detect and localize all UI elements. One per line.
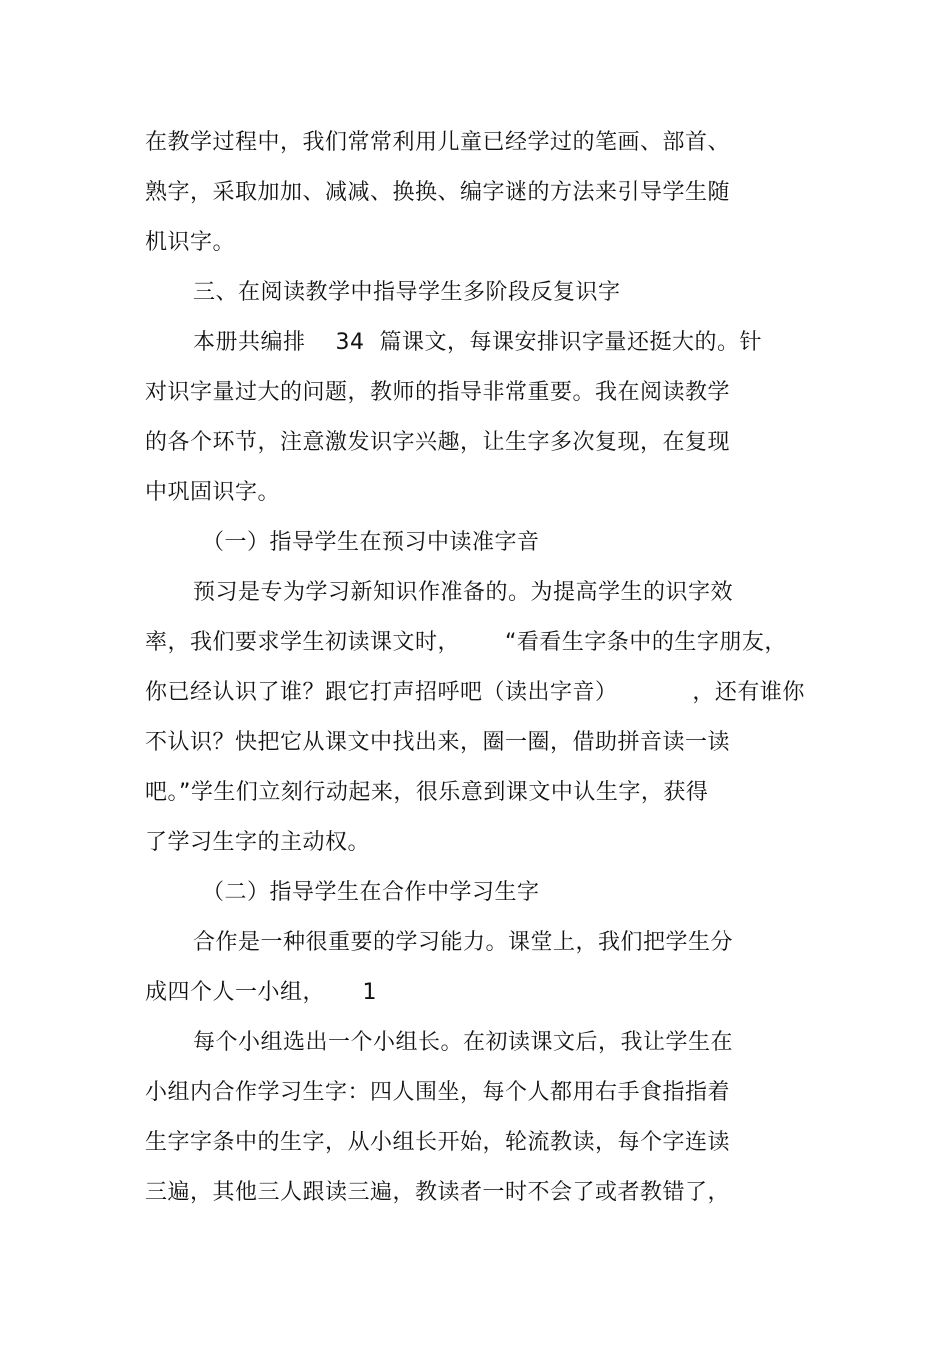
- section-heading: 三、在阅读教学中指导学生多阶段反复识字: [193, 280, 621, 305]
- text-line: 在教学过程中，我们常常利用儿童已经学过的笔画、部首、: [145, 130, 731, 155]
- text-line: 不认识？快把它从课文中找出来，圈一圈，借助拼音读一读: [145, 730, 731, 755]
- text-line: 小组内合作学习生字：四人围坐，每个人都用右手食指指着: [145, 1080, 731, 1105]
- text-line: 你已经认识了谁？跟它打声招呼吧（读出字音） ，还有谁你: [145, 680, 805, 705]
- text-line: 三遍，其他三人跟读三遍，教读者一时不会了或者教错了，: [145, 1180, 731, 1205]
- text-line: 本册共编排 34 篇课文，每课安排识字量还挺大的。针: [193, 330, 762, 355]
- text-line: 成四个人一小组， 1: [145, 980, 377, 1005]
- text-line: 的各个环节，注意激发识字兴趣，让生字多次复现，在复现: [145, 430, 731, 455]
- text-line: 每个小组选出一个小组长。在初读课文后，我让学生在: [193, 1030, 734, 1055]
- subsection-heading: （二）指导学生在合作中学习生字: [202, 880, 540, 905]
- text-line: 吧。”学生们立刻行动起来，很乐意到课文中认生字，获得: [145, 780, 709, 805]
- text-line: 率，我们要求学生初读课文时， “看看生字条中的生字朋友，: [145, 630, 787, 655]
- text-line: 机识字。: [145, 230, 236, 255]
- text-line: 对识字量过大的问题，教师的指导非常重要。我在阅读教学: [145, 380, 731, 405]
- text-line: 了学习生字的主动权。: [145, 830, 371, 855]
- text-line: 合作是一种很重要的学习能力。课堂上，我们把学生分: [193, 930, 734, 955]
- text-line: 熟字，采取加加、减减、换换、编字谜的方法来引导学生随: [145, 180, 731, 205]
- text-line: 生字字条中的生字，从小组长开始，轮流教读，每个字连读: [145, 1130, 731, 1155]
- subsection-heading: （一）指导学生在预习中读准字音: [202, 530, 540, 555]
- text-line: 预习是专为学习新知识作准备的。为提高学生的识字效: [193, 580, 734, 605]
- text-line: 中巩固识字。: [145, 480, 281, 505]
